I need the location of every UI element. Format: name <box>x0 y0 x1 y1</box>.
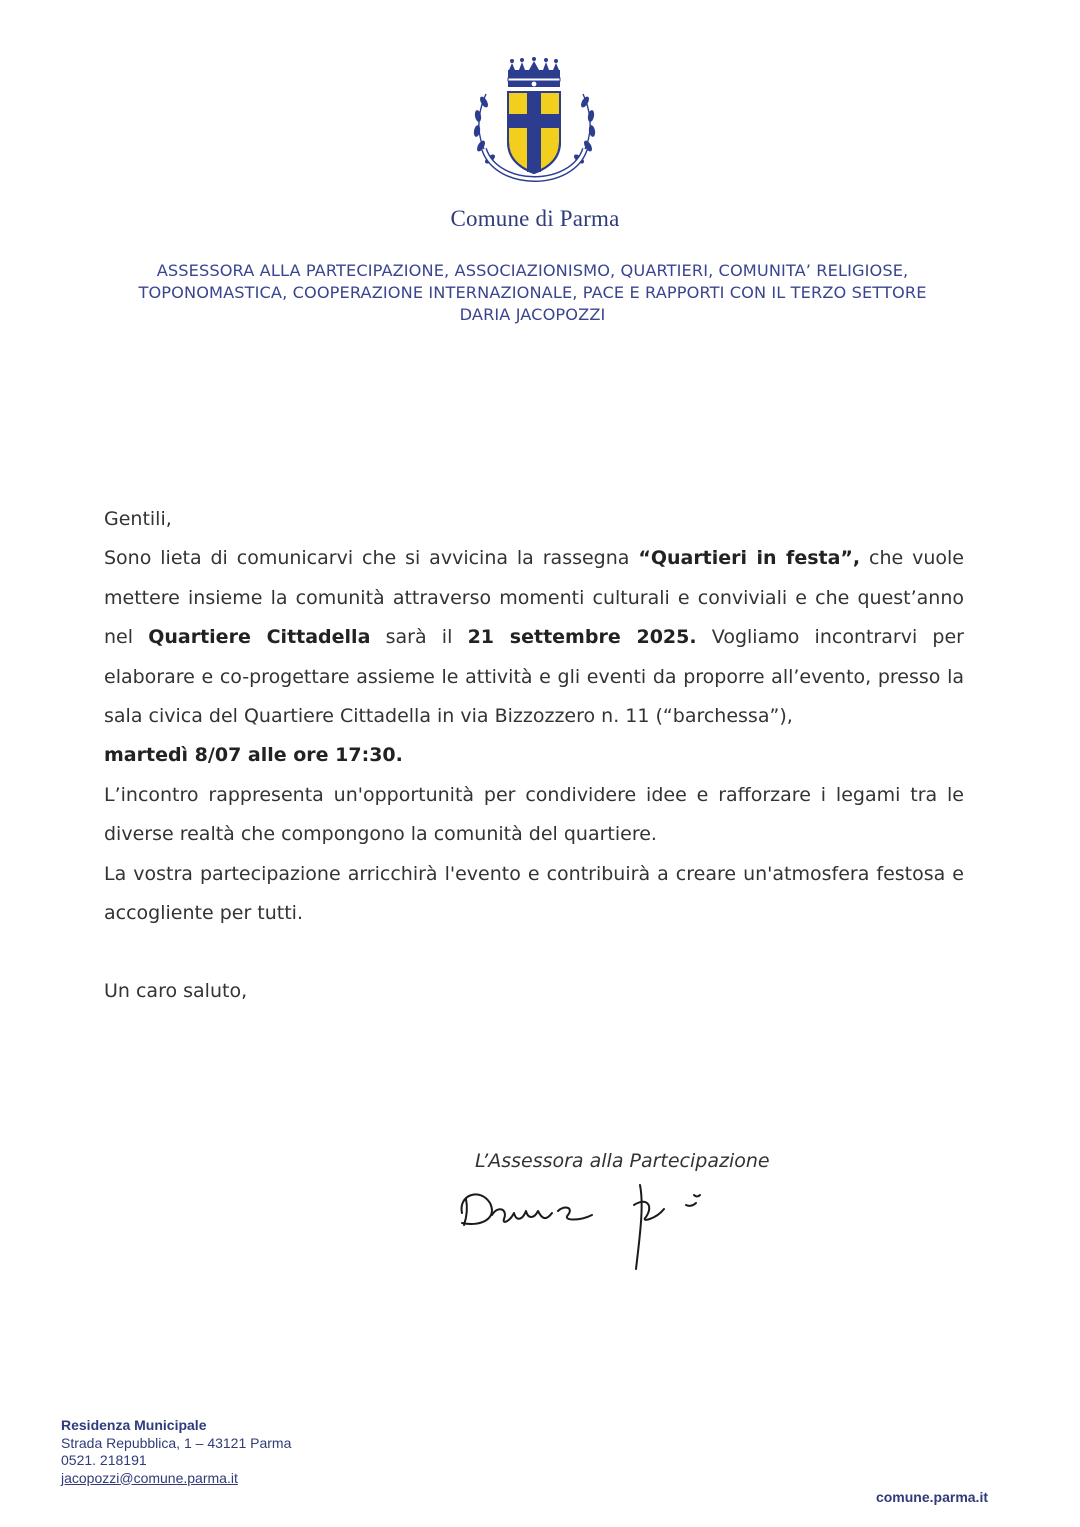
department-line-2: TOPONOMASTICA, COOPERAZIONE INTERNAZIONALE, PACE E RAPPORTI CON IL TERZO SETTORE <box>138 283 927 302</box>
paragraph-opportunity: L’incontro rappresenta un'opportunità per condividere idee e rafforzare i legami tra le diverse realtà che compongono la comunità del quartiere. <box>104 783 964 846</box>
department-line-1: ASSESSORA ALLA PARTECIPAZIONE, ASSOCIAZIONISMO, QUARTIERI, COMUNITA’ RELIGIOSE, <box>156 261 909 280</box>
department-line-3: DARIA JACOPOZZI <box>459 305 606 324</box>
greeting: Gentili, <box>104 508 172 530</box>
letter-body <box>104 500 964 1012</box>
website-link[interactable]: comune.parma.it <box>875 1489 988 1505</box>
closing: Un caro saluto, <box>104 980 248 1003</box>
footer-email-link[interactable]: jacopozzi@comune.parma.it <box>61 1469 238 1486</box>
parma-coat-of-arms <box>462 54 607 199</box>
meeting-datetime: martedì 8/07 alle ore 17:30. <box>104 744 403 767</box>
footer-address: Strada Repubblica, 1 – 43121 Parma <box>61 1434 292 1451</box>
paragraph-participation: La vostra partecipazione arricchirà l'evento e contribuirà a creare un'atmosfera festosa e accogliente per tutti. <box>104 862 964 925</box>
footer-phone: 0521. 218191 <box>61 1452 147 1468</box>
signatory-title: L’Assessora alla Partecipazione <box>475 1150 770 1172</box>
paragraph-invitation: Sono lieta di comunicarvi che si avvicina la rassegna “Quartieri in festa”, che vuole mettere insieme la comunità attraverso momenti culturali e conviviali e che quest’anno nel Quartiere Cittadella sarà il 21 settembre 2025. Vogliamo incontrarvi per elaborare e co-progettare assieme le attività e gli eventi da proporre all’evento, presso la sala civica del Quartiere Cittadella in via Bizzozzero n. 11 (“barchessa”), martedì 8/07 alle ore 17:30. <box>104 547 964 767</box>
department-heading <box>60 260 1005 326</box>
event-name: “Quartieri in festa”, <box>638 547 861 570</box>
neighbourhood-name: Quartiere Cittadella <box>148 626 371 649</box>
org-name: Comune di Parma <box>450 206 620 231</box>
handwritten-signature <box>450 1175 710 1275</box>
footer-office: Residenza Municipale <box>61 1417 207 1433</box>
event-date: 21 settembre 2025. <box>467 626 697 649</box>
footer-contacts <box>61 1417 291 1487</box>
